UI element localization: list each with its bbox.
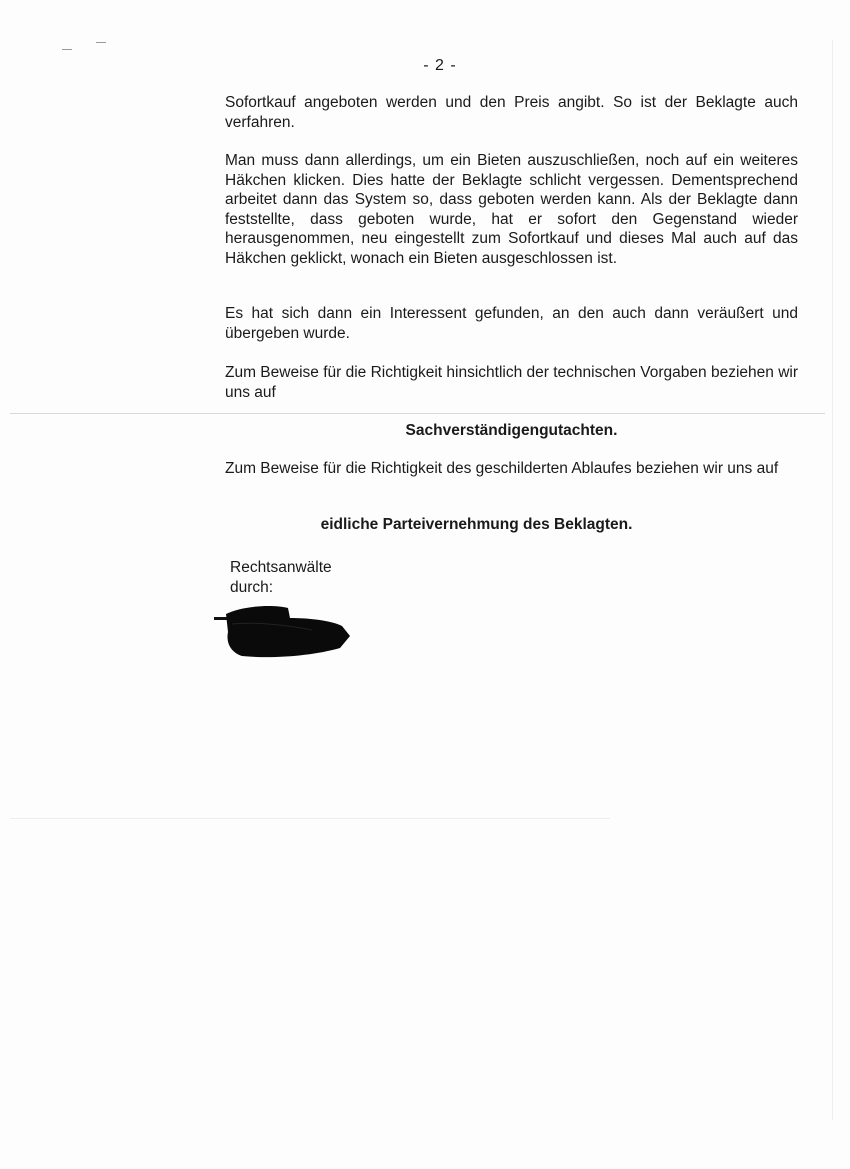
signature-by-label: durch: xyxy=(230,579,274,596)
signature-firm: Rechtsanwälte xyxy=(230,559,332,576)
page-number: - 2 - xyxy=(423,57,457,74)
scan-artifact xyxy=(62,49,72,50)
scan-fold-line xyxy=(10,413,825,414)
scan-artifact xyxy=(96,42,106,43)
paragraph-4: Zum Beweise für die Richtigkeit hinsichtlich der technischen Vorgaben beziehen wir uns auf xyxy=(225,364,798,401)
signature-redaction xyxy=(212,604,352,662)
scan-edge xyxy=(832,40,833,1120)
scan-artifact-line xyxy=(10,818,610,819)
paragraph-5: Zum Beweise für die Richtigkeit des geschilderten Ablaufes beziehen wir uns auf xyxy=(225,460,779,477)
evidence-expert-report: Sachverständigengutachten. xyxy=(405,422,618,439)
paragraph-1: Sofortkauf angeboten werden und den Preis angibt. So ist der Beklagte auch verfahren. xyxy=(225,94,798,131)
paragraph-2: Man muss dann allerdings, um ein Bieten auszuschließen, noch auf ein weiteres Häkchen klicken. Dies hatte der Beklagte schlicht vergessen. Dementsprechend arbeitet dann das System so, dass geboten werden kann. Als der Beklagte dann feststellte, dass geboten wurde, hat er sofort den Gegenstand wieder herausgenommen, neu eingestellt zum Sofortkauf und dieses Mal auch auf das Häkchen geklickt, wonach ein Bieten ausgeschlossen ist. xyxy=(225,152,798,267)
paragraph-3: Es hat sich dann ein Interessent gefunden, an den auch dann veräußert und übergeben wurde. xyxy=(225,305,798,342)
evidence-party-hearing: eidliche Parteivernehmung des Beklagten. xyxy=(320,516,633,533)
